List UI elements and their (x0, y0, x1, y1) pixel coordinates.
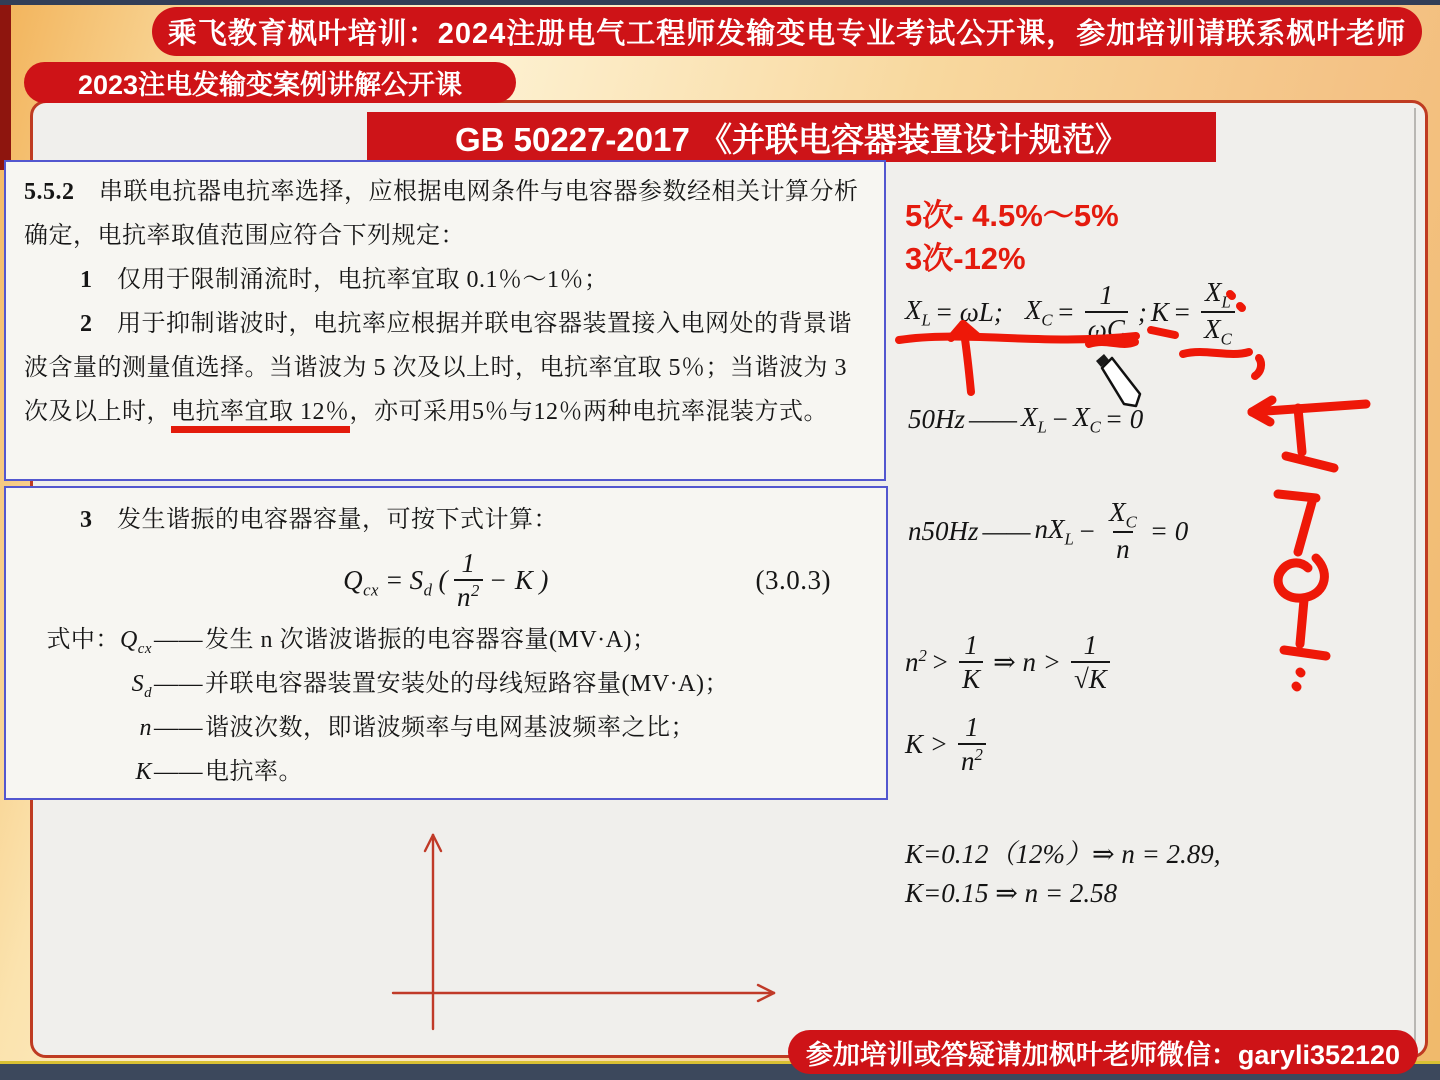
training-banner-text: 乘飞教育枫叶培训：2024注册电气工程师发输变电专业考试公开课，参加培训请联系枫叶老师 (167, 18, 1407, 50)
note-5th-harmonic: 5次- 4.5%～5% (905, 198, 1119, 233)
wechat-contact-badge (788, 1030, 1418, 1074)
formula-k015-result: K=0.15 ⇒ n = 2.58 (905, 878, 1118, 908)
handwritten-12-percent (1243, 148, 1403, 253)
fraction-1-over-sqrtk: $\frac{1}{√K}$ (1071, 629, 1110, 696)
formula-50hz: 50Hz —— $X_L$ − $X_C$ = 0 (908, 402, 1144, 437)
course-badge-text: 2023注电发输变案例讲解公开课 (77, 70, 463, 100)
fraction-1-over-n2: $\frac{1}{n^2}$ (958, 711, 986, 778)
formula-n-squared: $n^2$ > $\frac{1}{K}$ ⇒ n > $\frac{1}{√K}$ (905, 622, 1116, 702)
definition-row: K —— 电抗率。 (135, 759, 303, 785)
training-banner (152, 7, 1422, 56)
formula-303: $Q_{cx}$ = $S_d$ ( $\frac{1}{n^2}$ − K ) (3.0.3) (343, 547, 831, 612)
fraction-1-over-wC: $\frac{1}{\omega C}$ (1085, 279, 1128, 346)
top-border-line (0, 0, 1440, 5)
coordinate-axes (380, 823, 790, 1035)
red-marker-strokes (893, 280, 1273, 402)
fraction-1-over-k: $\frac{1}{K}$ (959, 629, 983, 696)
note-3rd-harmonic: 3次-12% (905, 241, 1026, 276)
clause-intro: 5.5.2 串联电抗器电抗率选择，应根据电网条件与电容器参数经相关计算分析确定，电抗率取值范围应符合下列规定： (24, 179, 859, 249)
formula-textbox (4, 486, 888, 800)
wechat-contact-text: 参加培训或答疑请加枫叶老师微信：garyli352120 (805, 1039, 1401, 1070)
clause-item-2: 2 用于抑制谐波时，电抗率应根据并联电容器装置接入电网处的背景谐波含量的测量值选择。当谐波为 5 次及以上时，电抗率宜取 5％；当谐波为 3 次及以上时，电抗率宜取 12％，亦可采用5％与12％两种电抗率混装方式。 (24, 302, 866, 434)
regulation-textbox (4, 160, 886, 481)
fraction-xl-over-xc: $\frac{X_L}{X_C}$ (1201, 276, 1235, 348)
definition-row: n —— 谐波次数，即谐波频率与电网基波频率之比； (139, 715, 695, 741)
slide-title-bar (367, 112, 1216, 162)
pen-cursor-icon (1092, 352, 1148, 410)
formula-n50hz: n50Hz —— $nX_L$ − $\frac{X_C}{n}$ = 0 (908, 497, 1189, 565)
formula-k-limit: K > $\frac{1}{n^2}$ (905, 705, 992, 783)
clause-number: 5.5.2 (24, 179, 75, 205)
fraction-xc-over-n: $\frac{X_C}{n}$ (1109, 497, 1137, 565)
course-badge (24, 62, 516, 103)
formula-reactance-defs: $X_L$ = ωL; $X_C$ = $\frac{1}{\omega C}$ ; K = $\frac{X_L}{X_C}$ (905, 278, 1241, 346)
formula-k012-result: K=0.12（12%）⇒ n = 2.89, (905, 839, 1221, 869)
clause-item-3: 3 发生谐振的电容器容量，可按下式计算： (80, 507, 558, 533)
clause-item-1: 1 仅用于限制涌流时，电抗率宜取 0.1％～1％； (80, 267, 609, 293)
capacitor-circuit-sketch (1238, 390, 1394, 712)
slide-inner-edge-line (1414, 108, 1416, 1052)
red-underlined-phrase: 电抗率宜取 12％ (171, 399, 350, 433)
definition-row: 式中：$Q_{cx}$ —— 发生 n 次谐波谐振的电容器容量(MV·A)； (46, 627, 657, 657)
definition-row: $S_d$ —— 并联电容器装置安装处的母线短路容量(MV·A)； (131, 671, 729, 701)
left-edge-strip (0, 5, 11, 170)
formula-reference: (3.0.3) (755, 565, 831, 595)
slide-title-text: GB 50227-2017 《并联电容器装置设计规范》 (454, 120, 1128, 158)
fraction-1-over-n2: $\frac{1}{n^2}$ (454, 547, 483, 614)
